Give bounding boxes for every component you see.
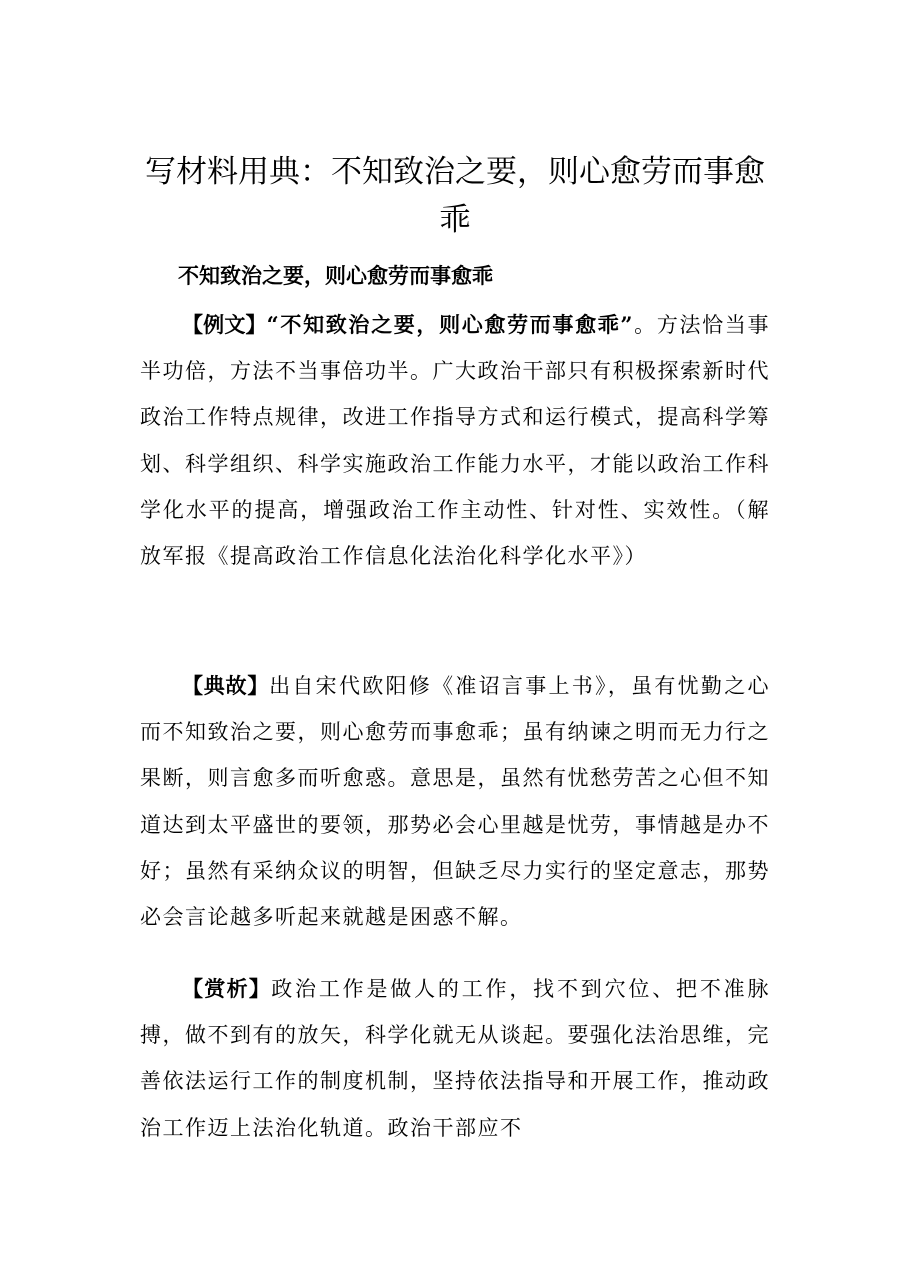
paragraph-allusion [140,663,770,940]
paragraph-appreciation [140,966,770,1151]
paragraph-text-appreciation: 政治工作是做人的工作，找不到穴位、把不准脉搏，做不到有的放矢，科学化就无从谈起。要强化法治思维，完善依法运行工作的制度机制，坚持依法指导和开展工作，推动政治工作迈上法治化轨道。政治干部应不 [140,977,770,1140]
paragraph-tag-allusion: 【典故】 [182,673,270,698]
paragraph-tag-appreciation: 【赏析】 [182,976,272,1001]
paragraph-text-allusion: 出自宋代欧阳修《准诏言事上书》，虽有忧勤之心而不知致治之要，则心愈劳而事愈乖；虽有纳谏之明而无力行之果断，则言愈多而听愈惑。意思是，虽然有忧愁劳苦之心但不知道达到太平盛世的要领，那势必会心里越是忧劳，事情越是办不好；虽然有采纳众议的明智，但缺乏尽力实行的坚定意志，那势必会言论越多听起来就越是困惑不解。 [140,674,771,930]
paragraph-tag-example: 【例文】 [182,312,267,337]
paragraph-example [140,302,770,579]
document-subheading: 不知致治之要，则心愈劳而事愈乖 [178,263,493,288]
paragraph-text-example: 。方法恰当事半功倍，方法不当事倍功半。广大政治干部只有积极探索新时代政治工作特点规律，改进工作指导方式和运行模式，提高科学筹划、科学组织、科学实施政治工作能力水平，才能以政治工作科学化水平的提高，增强政治工作主动性、针对性、实效性。（解放军报《提高政治工作信息化法治化科学化水平》） [140,313,770,569]
document-title: 写材料用典：不知致治之要，则心愈劳而事愈乖 [145,154,765,238]
example-quote: “不知致治之要，则心愈劳而事愈乖” [266,312,634,337]
